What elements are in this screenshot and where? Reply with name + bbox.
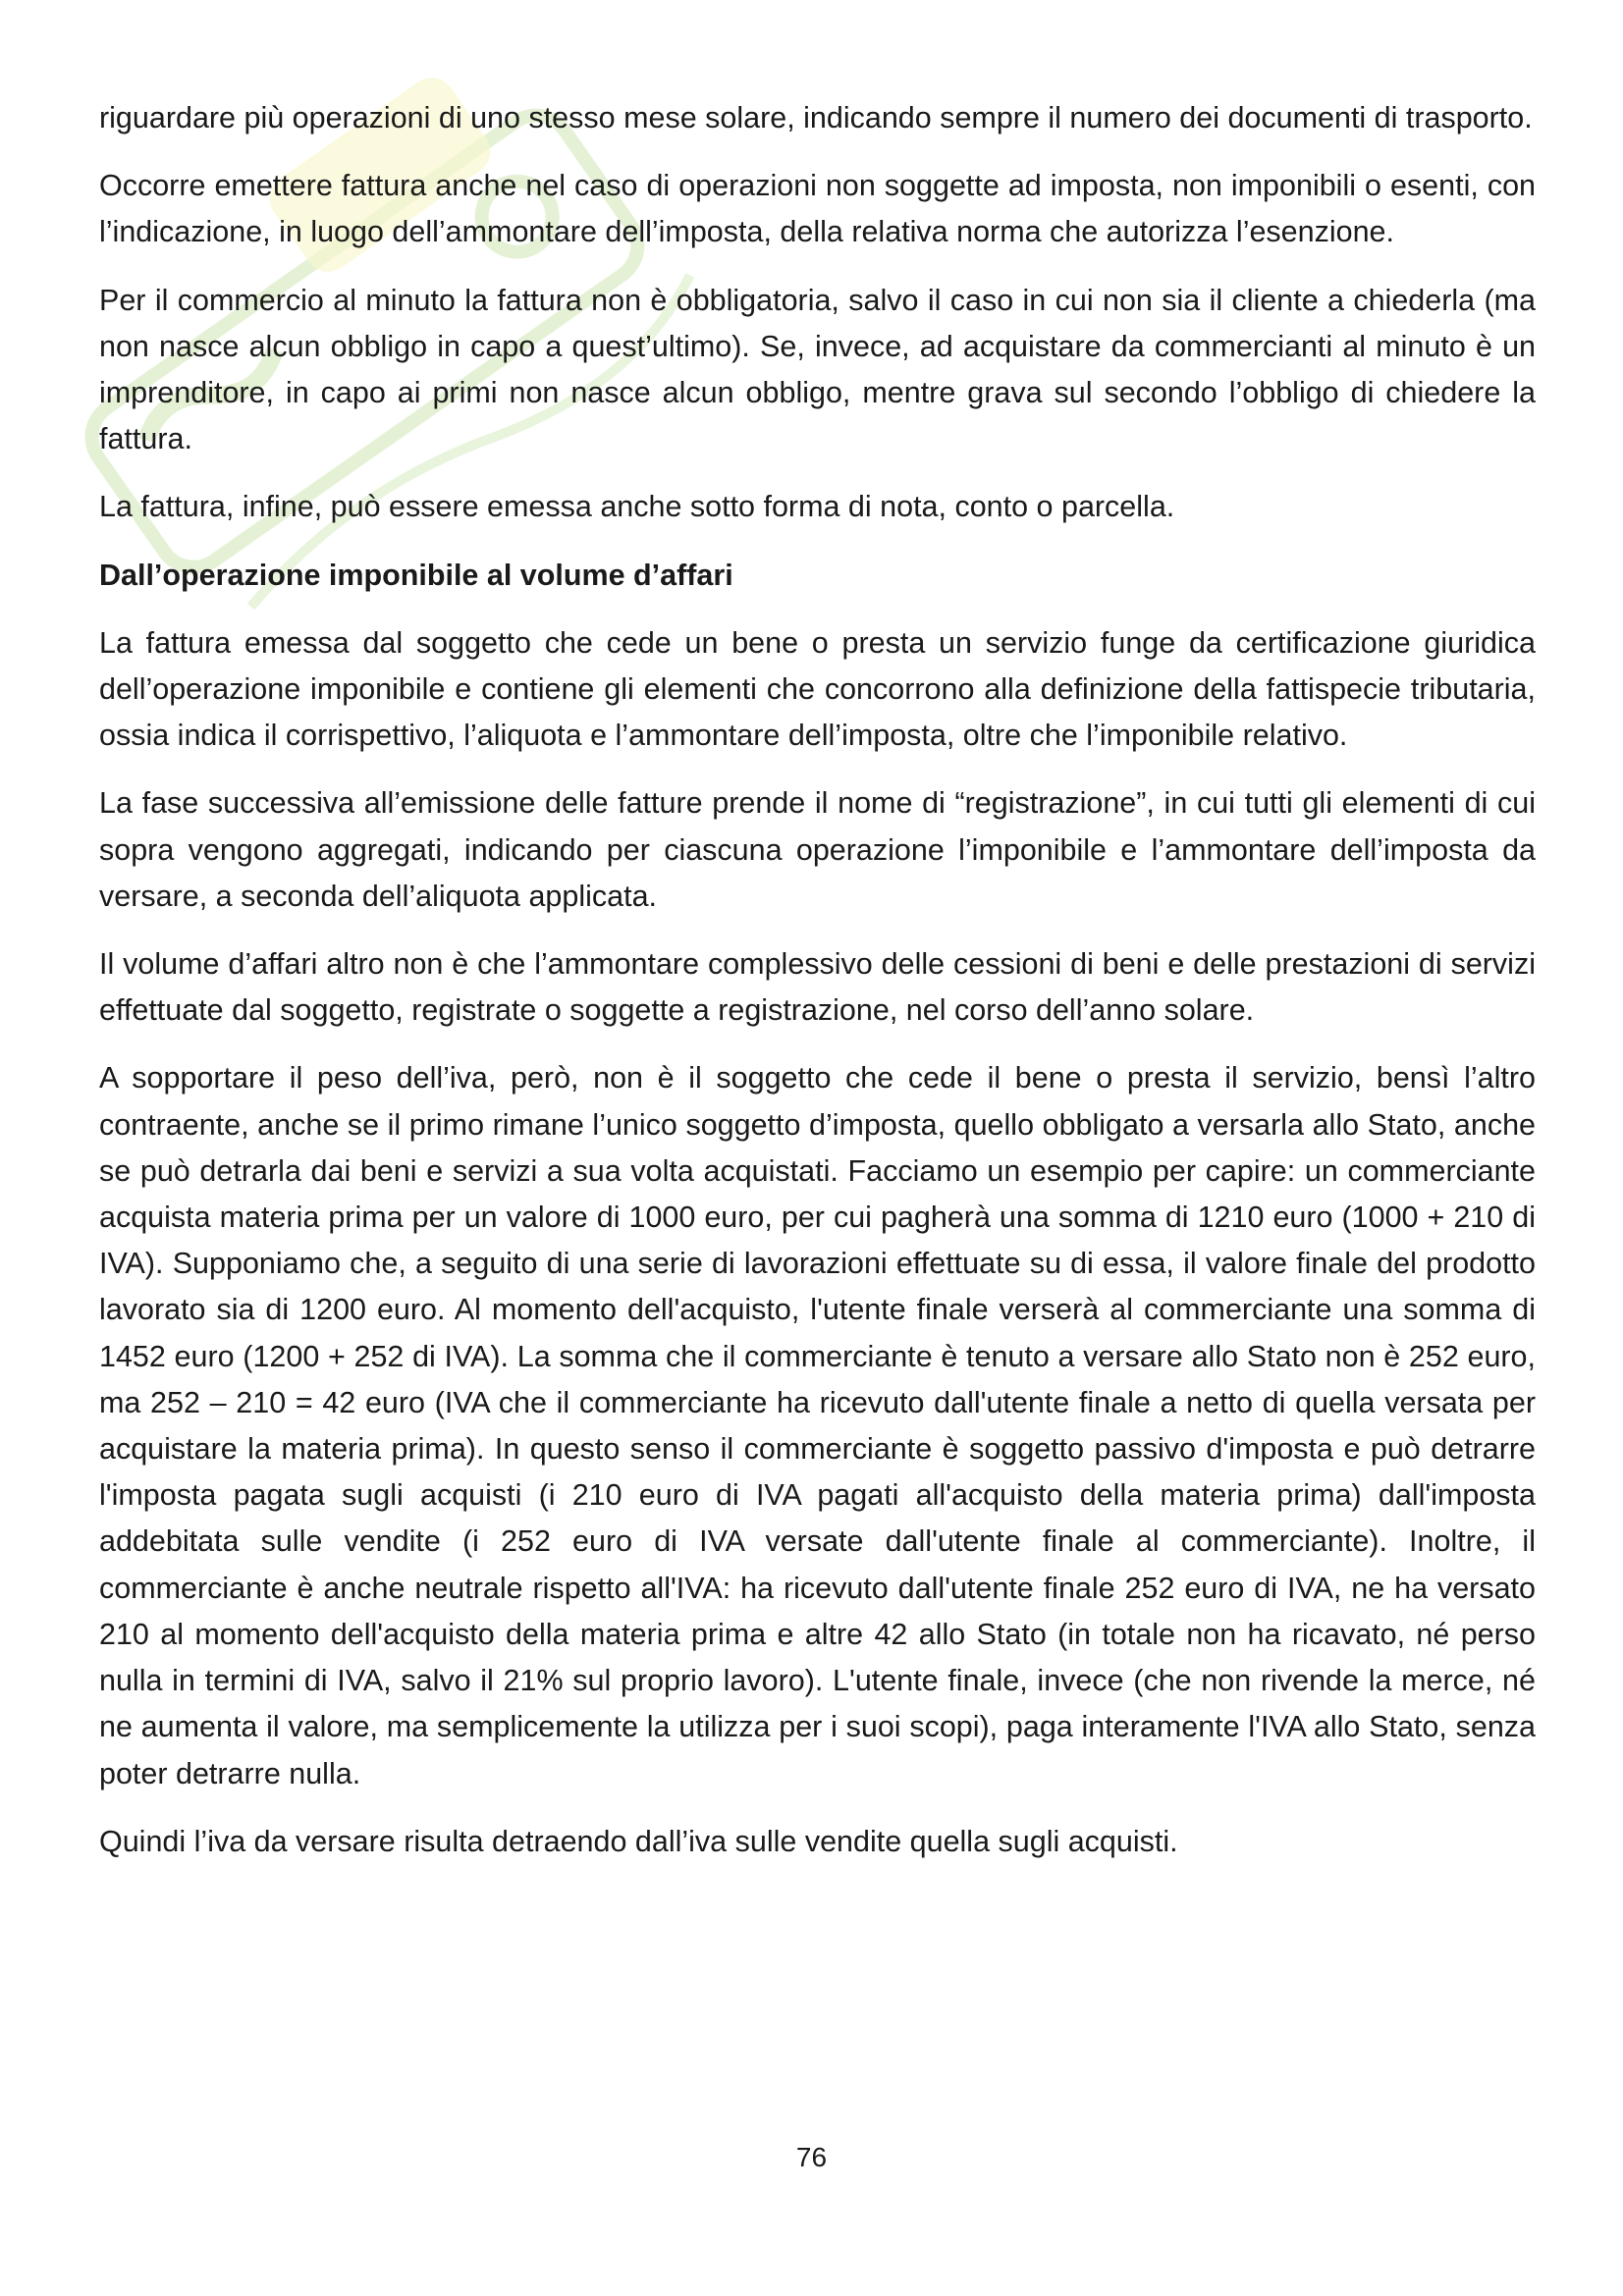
paragraph: La fattura, infine, può essere emessa anche sotto forma di nota, conto o parcella. xyxy=(99,490,1175,524)
section-heading: Dall’operazione imponibile al volume d’affari xyxy=(99,558,733,592)
paragraph: Occorre emettere fattura anche nel caso di operazioni non soggette ad imposta, non imponibili o esenti, con l’indicazione, in luogo dell’ammontare dell’imposta, della relativa norma che autorizza l’esenzione. xyxy=(99,169,1536,249)
document-body xyxy=(99,95,1536,1887)
paragraph: Il volume d’affari altro non è che l’ammontare complessivo delle cessioni di beni e delle prestazioni di servizi effettuate dal soggetto, registrate o soggette a registrazione, nel corso dell’anno solare. xyxy=(99,947,1536,1028)
paragraph: La fase successiva all’emissione delle fatture prende il nome di “registrazione”, in cui tutti gli elementi di cui sopra vengono aggregati, indicando per ciascuna operazione l’imponibile e l’ammontare dell’imposta da versare, a seconda dell’aliquota applicata. xyxy=(99,786,1536,913)
paragraph: riguardare più operazioni di uno stesso mese solare, indicando sempre il numero dei documenti di trasporto. xyxy=(99,101,1533,134)
paragraph: A sopportare il peso dell’iva, però, non è il soggetto che cede il bene o presta il servizio, bensì l’altro contraente, anche se il primo rimane l’unico soggetto d’imposta, quello obbligato a versarla allo Stato, anche se può detrarla dai beni e servizi a sua volta acquistati. Facciamo un esempio per capire: un commerciante acquista materia prima per un valore di 1000 euro, per cui pagherà una somma di 1210 euro (1000 + 210 di IVA). Supponiamo che, a seguito di una serie di lavorazioni effettuate su di essa, il valore finale del prodotto lavorato sia di 1200 euro. Al momento dell'acquisto, l'utente finale verserà al commerciante una somma di 1452 euro (1200 + 252 di IVA). La somma che il commerciante è tenuto a versare allo Stato non è 252 euro, ma 252 – 210 = 42 euro (IVA che il commerciante ha ricevuto dall'utente finale a netto di quella versata per acquistare la materia prima). In questo senso il commerciante è soggetto passivo d'imposta e può detrarre l'imposta pagata sugli acquisti (i 210 euro di IVA pagati all'acquisto della materia prima) dall'imposta addebitata sulle vendite (i 252 euro di IVA versate dall'utente finale al commerciante). Inoltre, il commerciante è anche neutrale rispetto all'IVA: ha ricevuto dall'utente finale 252 euro di IVA, ne ha versato 210 al momento dell'acquisto della materia prima e altre 42 allo Stato (in totale non ha ricavato, né perso nulla in termini di IVA, salvo il 21% sul proprio lavoro). L'utente finale, invece (che non rivende la merce, né ne aumenta il valore, ma semplicemente la utilizza per i suoi scopi), paga interamente l'IVA allo Stato, senza poter detrarre nulla. xyxy=(99,1061,1536,1790)
paragraph: La fattura emessa dal soggetto che cede un bene o presta un servizio funge da certificazione giuridica dell’operazione imponibile e contiene gli elementi che concorrono alla definizione della fattispecie tributaria, ossia indica il corrispettivo, l’aliquota e l’ammontare dell’imposta, oltre che l’imponibile relativo. xyxy=(99,625,1536,753)
page-number: 76 xyxy=(795,2142,828,2172)
paragraph: Quindi l’iva da versare risulta detraendo dall’iva sulle vendite quella sugli acquisti. xyxy=(99,1824,1178,1858)
paragraph: Per il commercio al minuto la fattura non è obbligatoria, salvo il caso in cui non sia il cliente a chiederla (ma non nasce alcun obbligo in capo a quest’ultimo). Se, invece, ad acquistare da commercianti al minuto è un imprenditore, in capo ai primi non nasce alcun obbligo, mentre grava sul secondo l’obbligo di chiedere la fattura. xyxy=(99,283,1536,456)
